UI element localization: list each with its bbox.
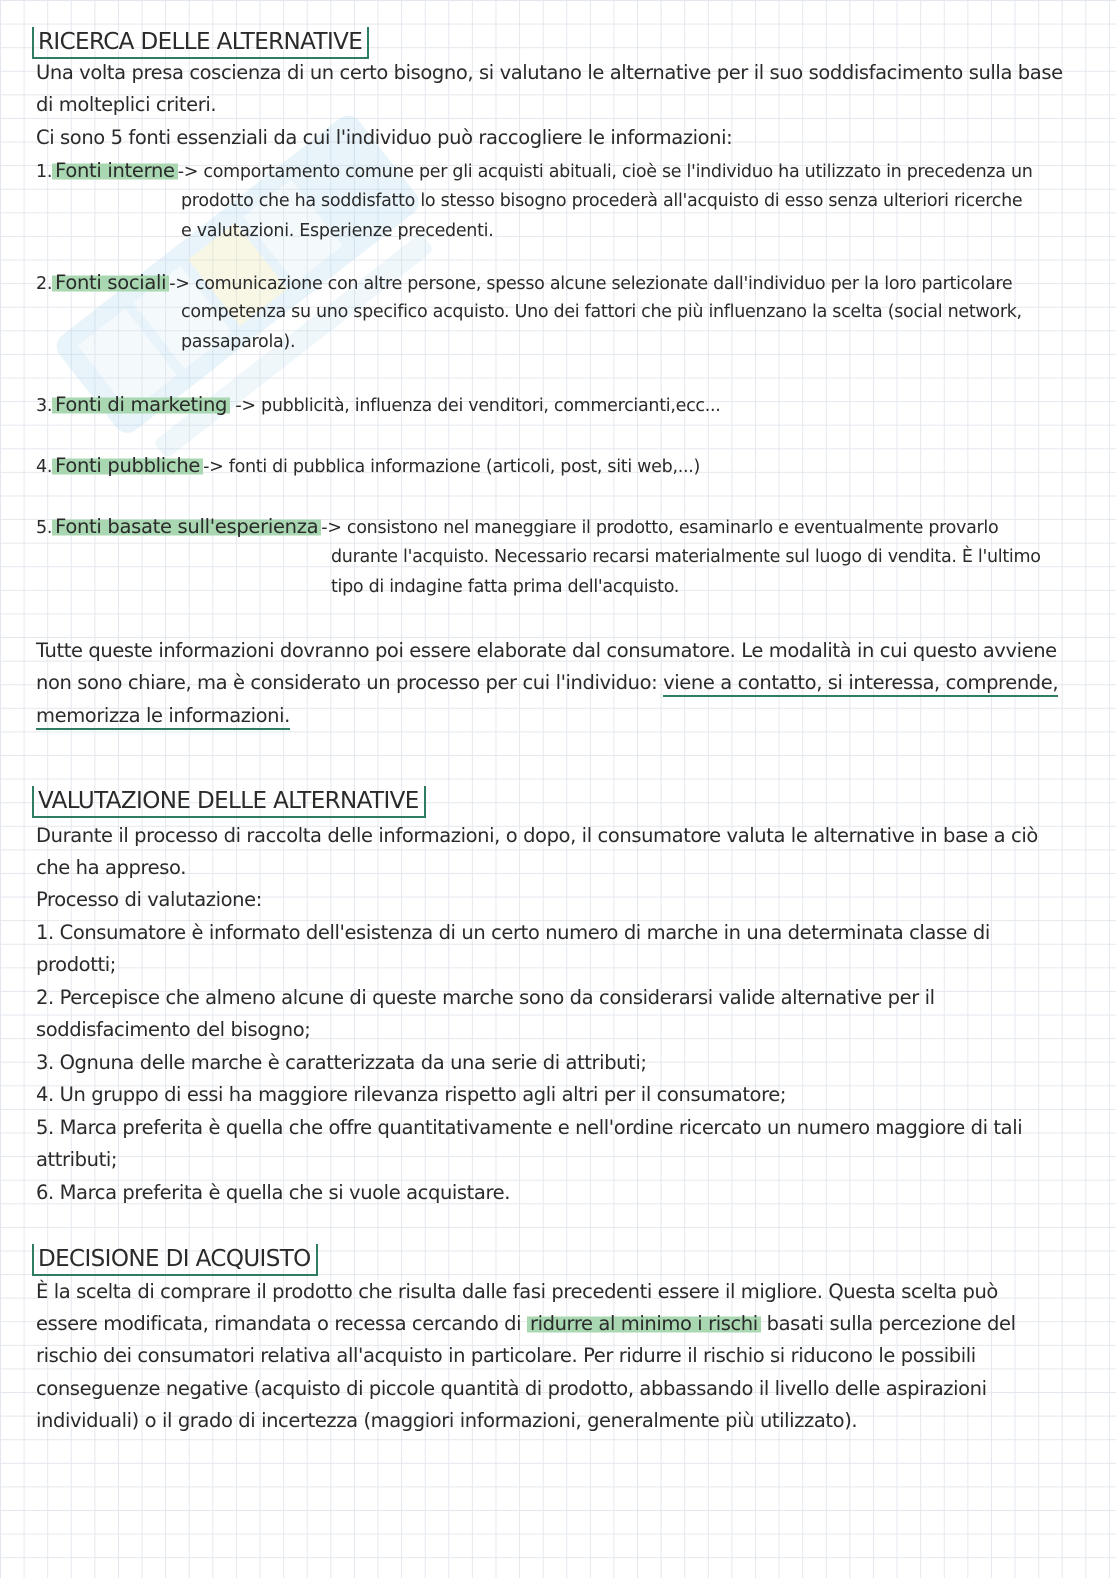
source-item-1 (36, 156, 1033, 188)
decisione-line-5: individuali) o il grado di incertezza (maggiori informazioni, generalmente più utilizzato). (36, 1409, 858, 1432)
section-title-decisione: DECISIONE DI ACQUISTO (32, 1244, 318, 1276)
source-number: 5. (36, 518, 53, 538)
source-name-highlight: Fonti pubbliche (52, 454, 203, 477)
ricerca-intro-line-1: Una volta presa coscienza di un certo bisogno, si valutano le alternative per il suo soddisfacimento sulla base (36, 61, 1063, 84)
ricerca-closing-line-1: Tutte queste informazioni dovranno poi essere elaborate dal consumatore. Le modalità in cui questo avviene (36, 639, 1057, 662)
ricerca-closing-line-2 (36, 667, 1058, 700)
source-name-highlight: Fonti sociali (52, 271, 169, 294)
source-item-5 (36, 512, 998, 544)
decisione-line-2 (36, 1308, 1016, 1341)
section-title-valutazione: VALUTAZIONE DELLE ALTERNATIVE (32, 786, 426, 818)
ricerca-intro-line-3: Ci sono 5 fonti essenziali da cui l'individuo può raccogliere le informazioni: (36, 126, 733, 149)
valutazione-line: 3. Ognuna delle marche è caratterizzata da una serie di attributi; (36, 1051, 647, 1074)
closing-text: non sono chiare, ma è considerato un processo per cui l'individuo: (36, 671, 664, 694)
valutazione-line: 5. Marca preferita è quella che offre quantitativamente e nell'ordine ricercato un numero maggiore di tali (36, 1116, 1023, 1139)
valutazione-line: 2. Percepisce che almeno alcune di queste marche sono da considerarsi valide alternative per il (36, 986, 935, 1009)
valutazione-line: Durante il processo di raccolta delle informazioni, o dopo, il consumatore valuta le alternative in base a ciò (36, 824, 1038, 847)
source-number: 2. (36, 274, 53, 294)
valutazione-line: che ha appreso. (36, 856, 187, 879)
ricerca-intro-line-2: di molteplici criteri. (36, 93, 217, 116)
decisione-text: essere modificata, rimandata o recessa cercando di (36, 1312, 527, 1335)
source-name-highlight: Fonti interne (52, 159, 178, 182)
source-1-desc-line-3: e valutazioni. Esperienze precedenti. (181, 221, 494, 241)
source-item-3 (36, 390, 721, 422)
source-number: 4. (36, 457, 53, 477)
source-desc: -> fonti di pubblica informazione (articoli, post, siti web,...) (203, 457, 701, 477)
decisione-line-4: conseguenze negative (acquisto di piccole quantità di prodotto, abbassando il livello delle aspirazioni (36, 1377, 987, 1400)
valutazione-line: 6. Marca preferita è quella che si vuole acquistare. (36, 1181, 511, 1204)
decisione-text: basati sulla percezione del (760, 1312, 1016, 1335)
source-desc: -> comportamento comune per gli acquisti abituali, cioè se l'individuo ha utilizzato in precedenza un (177, 162, 1033, 182)
underlined-process-steps-end: memorizza le informazioni. (36, 704, 290, 730)
source-1-desc-line-2: prodotto che ha soddisfatto lo stesso bisogno procederà all'acquisto di esso senza ulteriori ricerche (181, 191, 1023, 211)
source-number: 3. (36, 396, 53, 416)
source-item-2 (36, 268, 1012, 300)
valutazione-line: soddisfacimento del bisogno; (36, 1018, 311, 1041)
source-desc: -> consistono nel maneggiare il prodotto, esaminarlo e eventualmente provarlo (321, 518, 999, 538)
source-desc: -> comunicazione con altre persone, spesso alcune selezionate dall'individuo per la loro particolare (169, 274, 1013, 294)
valutazione-line: prodotti; (36, 953, 116, 976)
underlined-process-steps: viene a contatto, si interessa, comprende, (663, 671, 1058, 697)
valutazione-line: 1. Consumatore è informato dell'esistenza di un certo numero di marche in una determinata classe di (36, 921, 990, 944)
ricerca-closing-line-3 (36, 700, 290, 733)
source-5-desc-line-3: tipo di indagine fatta prima dell'acquisto. (331, 577, 680, 597)
source-number: 1. (36, 162, 53, 182)
section-title-ricerca: RICERCA DELLE ALTERNATIVE (32, 27, 369, 59)
source-desc: -> pubblicità, influenza dei venditori, commercianti,ecc... (230, 396, 721, 416)
source-item-4 (36, 451, 700, 483)
decisione-line-3: rischio dei consumatori relativa all'acquisto in particolare. Per ridurre il rischio si riducono le possibili (36, 1344, 976, 1367)
decisione-line-1: È la scelta di comprare il prodotto che risulta dalle fasi precedenti essere il migliore. Questa scelta può (36, 1280, 998, 1303)
source-name-highlight: Fonti di marketing (52, 393, 230, 416)
source-5-desc-line-2: durante l'acquisto. Necessario recarsi materialmente sul luogo di vendita. È l'ultimo (331, 547, 1041, 567)
source-2-desc-line-2: competenza su uno specifico acquisto. Uno dei fattori che più influenzano la scelta (social network, (181, 302, 1022, 322)
valutazione-line: attributi; (36, 1148, 118, 1171)
source-name-highlight: Fonti basate sull'esperienza (52, 515, 321, 538)
valutazione-line: 4. Un gruppo di essi ha maggiore rilevanza rispetto agli altri per il consumatore; (36, 1083, 787, 1106)
valutazione-line: Processo di valutazione: (36, 888, 262, 911)
source-2-desc-line-3: passaparola). (181, 332, 296, 352)
risk-highlight: ridurre al minimo i rischi (527, 1312, 761, 1335)
